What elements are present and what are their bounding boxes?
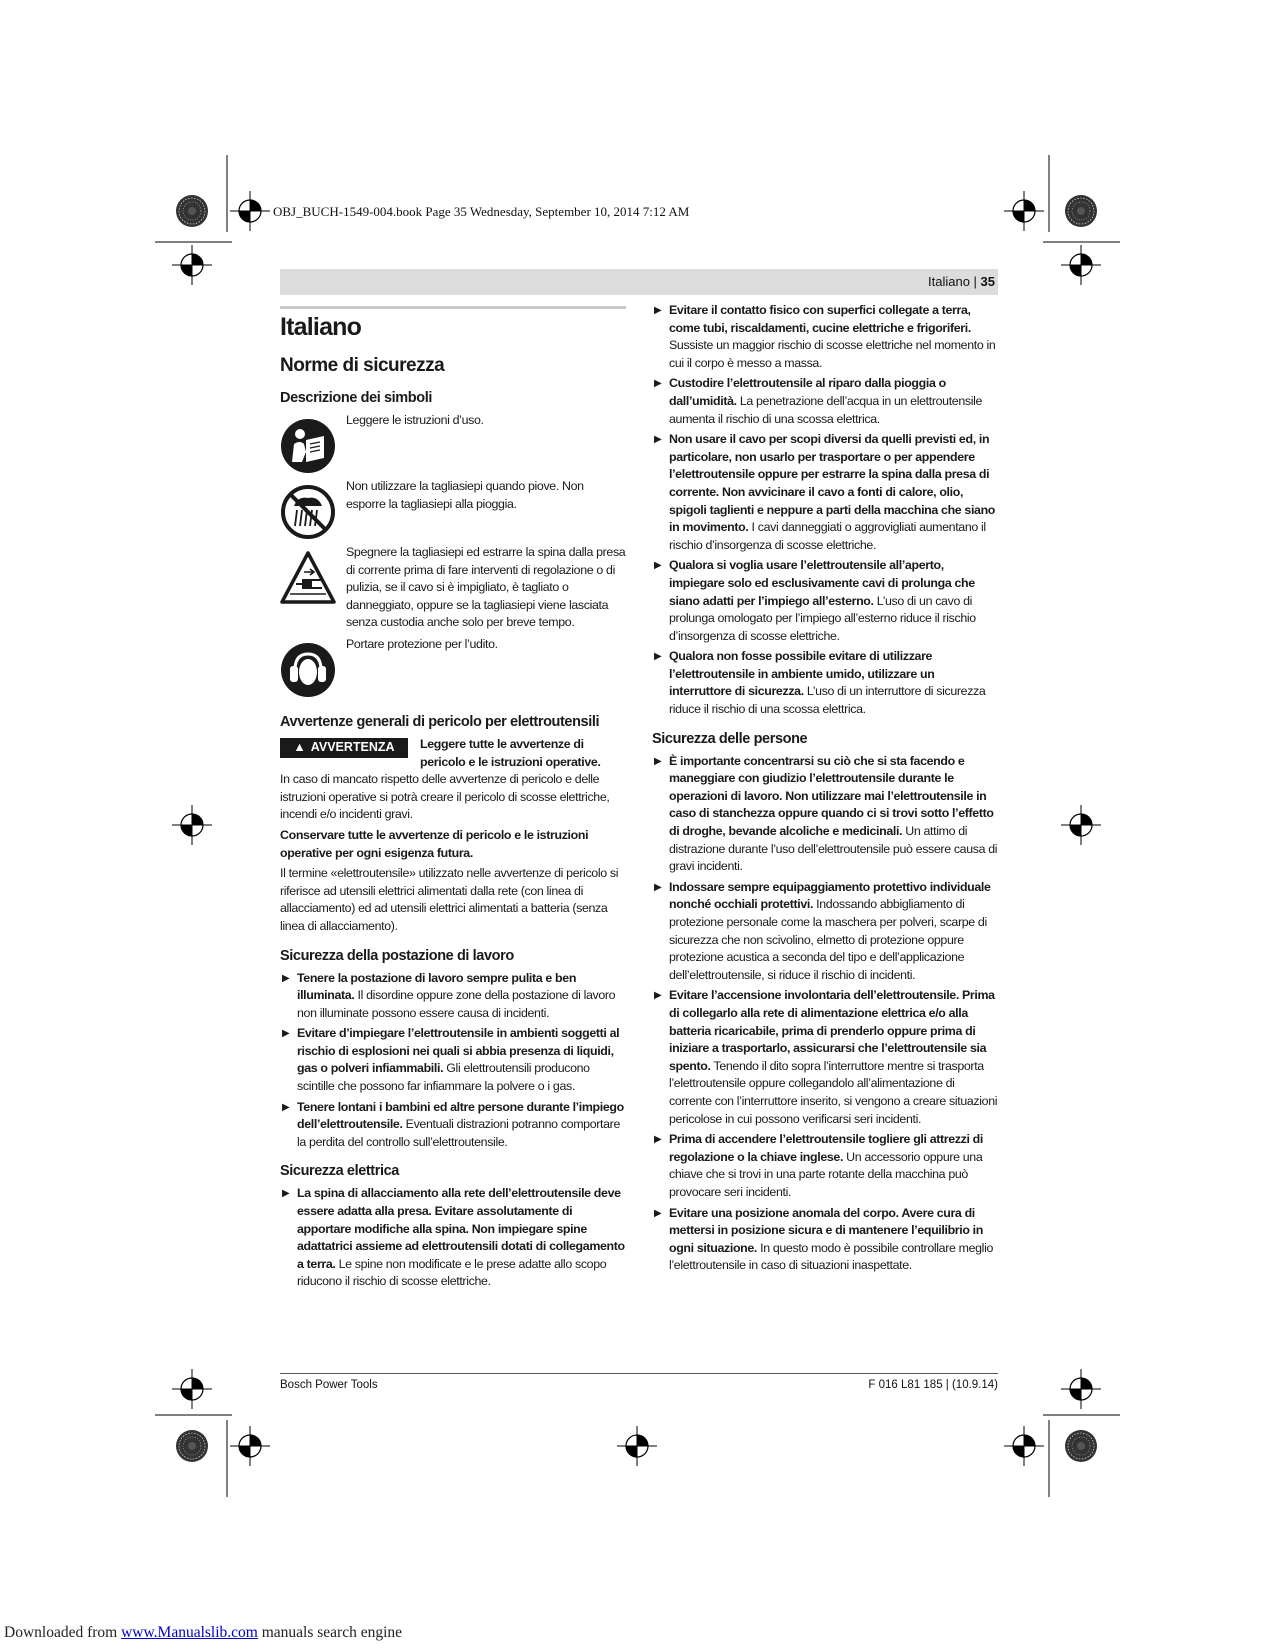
- general-warnings-heading: Avvertenze generali di pericolo per elettroutensili: [280, 713, 600, 730]
- symbol-row: [280, 412, 626, 474]
- term-definition: Il termine «elettroutensile» utilizzato nelle avvertenze di pericolo si riferisce ad utensili elettrici alimentati dalla rete (con linea di allacciamento) ed ad utensili elettrici alimentati a batteria (senza linea di allacciamento).: [280, 866, 619, 933]
- symbol-row: [280, 478, 626, 540]
- list-item: [652, 1205, 998, 1275]
- item-text: Eventuali distrazioni potranno comportare la perdita del controllo sull’elettroutensile.: [297, 1117, 620, 1149]
- bullet-triangle-icon: ▶: [654, 378, 662, 390]
- list-item: [280, 1185, 626, 1291]
- read-manual-icon: [280, 418, 336, 474]
- ear-protection-icon: [280, 642, 336, 698]
- bullet-triangle-icon: ▶: [654, 755, 662, 767]
- list-item: [652, 431, 998, 554]
- footer-rule: [280, 1373, 998, 1374]
- symbol-text: Spegnere la tagliasiepi ed estrarre la spina dalla presa di corrente prima di fare interventi di regolazione o di pulizia, se il cavo si è impigliato, è tagliato o danneggiato, oppure se la tagliasiepi viene lasciata senza custodia anche solo per breve tempo.: [346, 545, 626, 630]
- bullet-triangle-icon: ▶: [654, 305, 662, 316]
- item-text: Indossando abbigliamento di protezione personale come la maschera per polveri, scarpe di sicurezza che non scivolino, elmetto di protezione oppure protezione acustica a seconda del tipo e dell’applicazione dell’elettroutensile, si riduce il rischio di incidenti.: [669, 897, 987, 982]
- item-bold: Indossare sempre equipaggiamento protettivo individuale nonché occhiali protettivi.: [669, 879, 991, 912]
- list-item: [280, 1025, 626, 1095]
- bullet-triangle-icon: ▶: [654, 990, 662, 1002]
- warning-block: [280, 736, 626, 771]
- item-bold: Evitare d’impiegare l’elettroutensile in ambienti soggetti al rischio di esplosioni nei quali si abbia presenza di liquidi, gas o polveri infiammabili.: [297, 1026, 620, 1076]
- right-column: [652, 302, 998, 1278]
- bullet-triangle-icon: ▶: [282, 1028, 290, 1040]
- item-bold: Evitare l’accensione involontaria dell’elettroutensile. Prima di collegarlo alla rete di alimentazione elettrica e/o alla batteria ricaricabile, prima di prenderlo oppure prima di iniziare a trasportarlo, assicurarsi che l’elettroutensile sia spento.: [669, 988, 995, 1073]
- item-text: L’uso di un interruttore di sicurezza riduce il rischio di una scossa elettrica.: [669, 684, 986, 717]
- list-item: [652, 753, 998, 876]
- item-bold: Evitare il contatto fisico con superfici collegate a terra, come tubi, riscaldamenti, cucine elettriche e frigoriferi.: [669, 303, 971, 335]
- page-number: 35: [980, 274, 995, 289]
- manualslib-link[interactable]: www.Manualslib.com: [121, 1624, 258, 1641]
- bullet-triangle-icon: ▶: [654, 560, 662, 572]
- item-text: Tenendo il dito sopra l’interruttore mentre si trasporta l’elettroutensile oppure collegandolo all’alimentazione di corrente con l’interruttore inserito, si vengono a creare situazioni pericolose in cui possono verificarsi seri incidenti.: [669, 1058, 998, 1126]
- item-bold: Qualora si voglia usare l’elettroutensile all’aperto, impiegare solo ed esclusivamente cavi di prolunga che siano adatti per l’impiego all’esterno.: [669, 558, 975, 608]
- item-bold: Prima di accendere l’elettroutensile togliere gli attrezzi di regolazione o la chiave inglese.: [669, 1132, 983, 1164]
- running-header: Italiano | 35: [928, 274, 995, 289]
- list-item: [652, 557, 998, 645]
- list-item: [652, 879, 998, 985]
- footer-right: F 016 L81 185 | (10.9.14): [868, 1379, 998, 1391]
- bullet-triangle-icon: ▶: [654, 434, 662, 446]
- bullet-triangle-icon: ▶: [282, 972, 290, 984]
- symbol-text: Portare protezione per l’udito.: [346, 636, 498, 651]
- symbol-row: [280, 544, 626, 632]
- item-bold: È importante concentrarsi su ciò che si sta facendo e maneggiare con giudizio l’elettroutensile durante le operazioni di lavoro. Non utilizzare mai l’elettroutensile in caso di stanchezza oppure quando ci si trovi sotto l’effetto di droghe, bevande alcoliche e medicinali.: [669, 753, 994, 839]
- item-text: Gli elettroutensili producono scintille che possono far infiammare la polvere o i gas.: [297, 1061, 590, 1094]
- item-bold: Tenere la postazione di lavoro sempre pulita e ben illuminata.: [297, 970, 577, 1003]
- symbol-text: Non utilizzare la tagliasiepi quando piove. Non esporre la tagliasiepi alla pioggia.: [346, 479, 584, 511]
- no-rain-icon: [280, 484, 336, 540]
- item-bold: Custodire l’elettroutensile al riparo dalla pioggia o dall’umidità.: [669, 376, 946, 408]
- print-slug: OBJ_BUCH-1549-004.book Page 35 Wednesday, September 10, 2014 7:12 AM: [273, 204, 690, 219]
- bullet-triangle-icon: ▶: [282, 1188, 290, 1200]
- electrical-heading: Sicurezza elettrica: [280, 1163, 399, 1180]
- item-bold: Non usare il cavo per scopi diversi da quelli previsti ed, in particolare, non usarlo per trasportare o per appendere l’elettroutensile oppure per estrarre la spina dalla presa di corrente. Non avvicinare il cavo a fonti di calore, olio, spigoli taglienti e neppure a parti della macchina che siano in movimento.: [669, 432, 996, 535]
- list-item: [652, 648, 998, 718]
- bullet-triangle-icon: ▶: [654, 1207, 662, 1219]
- warning-badge: [280, 738, 408, 758]
- warning-triangle-icon: ▲: [293, 740, 306, 755]
- download-prefix: Downloaded from: [4, 1624, 122, 1641]
- workplace-heading: Sicurezza della postazione di lavoro: [280, 947, 514, 964]
- page-title: Italiano: [280, 313, 362, 341]
- header-language: Italiano: [928, 274, 970, 289]
- footer-left: Bosch Power Tools: [280, 1379, 378, 1391]
- item-text: Un accessorio oppure una chiave che si trovi in una parte rotante della macchina può provocare seri incidenti.: [669, 1149, 983, 1199]
- bullet-triangle-icon: ▶: [654, 1134, 662, 1146]
- bullet-triangle-icon: ▶: [282, 1101, 290, 1113]
- warning-bold: Leggere tutte le avvertenze di pericolo e le istruzioni operative.: [420, 736, 601, 769]
- item-bold: Qualora non fosse possibile evitare di utilizzare l’elettroutensile in ambiente umido, utilizzare un interruttore di sicurezza.: [669, 649, 935, 699]
- list-item: [280, 970, 626, 1023]
- bullet-triangle-icon: ▶: [654, 881, 662, 893]
- list-item: [652, 1131, 998, 1201]
- symbol-text: Leggere le istruzioni d’uso.: [346, 413, 484, 427]
- item-text: In questo modo è possibile controllare meglio l’elettroutensile in caso di situazioni inaspettate.: [669, 1240, 994, 1273]
- symbols-heading: Descrizione dei simboli: [280, 390, 432, 406]
- unplug-icon: [280, 550, 336, 606]
- list-item: [652, 375, 998, 428]
- item-text: Le spine non modificate e le prese adatte allo scopo riducono il rischio di scosse elettriche.: [297, 1256, 607, 1289]
- item-text: L’uso di un cavo di prolunga omologato per l’impiego all’esterno riduce il rischio d’insorgenza di scosse elettriche.: [669, 593, 976, 643]
- item-bold: Tenere lontani i bambini ed altre persone durante l’impiego dell’elettroutensile.: [297, 1099, 624, 1132]
- section-title: Norme di sicurezza: [280, 355, 445, 376]
- item-text: Il disordine oppure zone della postazione di lavoro non illuminate possono essere causa di incidenti.: [297, 988, 616, 1020]
- keep-instructions: [280, 827, 626, 862]
- item-text: Sussiste un maggior rischio di scosse elettriche nel momento in cui il corpo è messo a massa.: [669, 338, 996, 370]
- list-item: [652, 987, 998, 1128]
- item-text: Un attimo di distrazione durante l’uso dell’elettroutensile può essere causa di gravi incidenti.: [669, 824, 998, 874]
- persons-heading: Sicurezza delle persone: [652, 730, 808, 747]
- item-text: I cavi danneggiati o aggrovigliati aumentano il rischio d’insorgenza di scosse elettriche.: [669, 520, 986, 552]
- list-item: [652, 302, 998, 372]
- item-text: La penetrazione dell’acqua in un elettroutensile aumenta il rischio di una scossa elettrica.: [669, 393, 983, 426]
- left-column: [280, 300, 626, 1294]
- warning-text: In caso di mancato rispetto delle avvertenze di pericolo e delle istruzioni operative si potrà creare il pericolo di scosse elettriche, incendi e/o incidenti gravi.: [280, 772, 610, 822]
- list-item: [280, 1099, 626, 1152]
- item-bold: Evitare una posizione anomala del corpo. Avere cura di mettersi in posizione sicura e di mantenere l’equilibrio in ogni situazione.: [669, 1205, 983, 1255]
- download-note: [4, 1624, 402, 1642]
- download-suffix: manuals search engine: [257, 1624, 403, 1641]
- header-bar: [280, 269, 998, 295]
- keep-bold: Conservare tutte le avvertenze di pericolo e le istruzioni operative per ogni esigenza futura.: [280, 827, 589, 860]
- warning-badge-label: AVVERTENZA: [310, 740, 395, 755]
- symbol-row: [280, 636, 626, 698]
- bullet-triangle-icon: ▶: [654, 651, 662, 663]
- item-bold: La spina di allacciamento alla rete dell’elettroutensile deve essere adatta alla presa. Evitare assolutamente di apportare modifiche alla spina. Non impiegare spine adattatrici assieme ad elettroutensili dotati di collegamento a terra.: [297, 1186, 625, 1271]
